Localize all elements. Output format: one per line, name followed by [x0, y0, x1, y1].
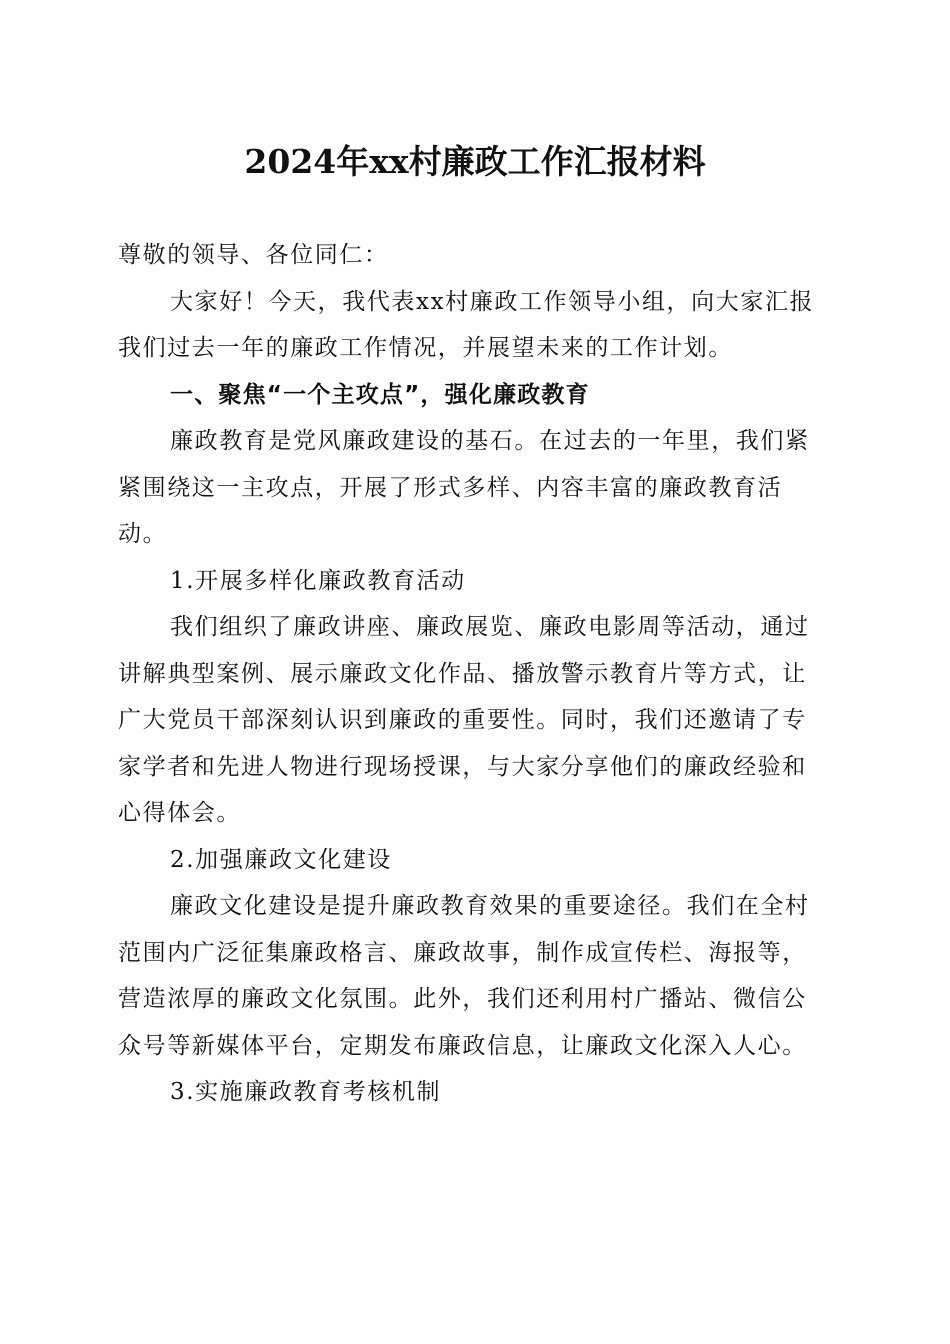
document-title: 2024年xx村廉政工作汇报材料: [244, 142, 706, 181]
subheading-1: 1.开展多样化廉政教育活动: [170, 567, 466, 594]
salutation: 尊敬的领导、各位同仁：: [118, 242, 389, 268]
subheading-2: 2.加强廉政文化建设: [170, 846, 392, 873]
subheading-3: 3.实施廉政教育考核机制: [170, 1079, 442, 1105]
opening-paragraph: 大家好！今天，我代表xx村廉政工作领导小组，向大家汇报我们过去一年的廉政工作情况，并展望未来的工作计划。: [118, 288, 815, 361]
section-paragraph-1: 廉政教育是党风廉政建设的基石。在过去的一年里，我们紧紧围绕这一主攻点，开展了形式多样、内容丰富的廉政教育活动。: [118, 428, 810, 547]
subsection-paragraph-2: 廉政文化建设是提升廉政教育效果的重要途径。我们在全村范围内广泛征集廉政格言、廉政故事，制作成宣传栏、海报等，营造浓厚的廉政文化氛围。此外，我们还利用村广播站、微信公众号等新媒体平台，定期发布廉政信息，让廉政文化深入人心。: [118, 893, 810, 1059]
section-heading-1: 一、聚焦“一个主攻点”，强化廉政教育: [170, 381, 590, 408]
document-body: [118, 232, 830, 1116]
subsection-paragraph-1: 我们组织了廉政讲座、廉政展览、廉政电影周等活动，通过讲解典型案例、展示廉政文化作品、播放警示教育片等方式，让广大党员干部深刻认识到廉政的重要性。同时，我们还邀请了专家学者和先进人物进行现场授课，与大家分享他们的廉政经验和心得体会。: [118, 614, 810, 826]
